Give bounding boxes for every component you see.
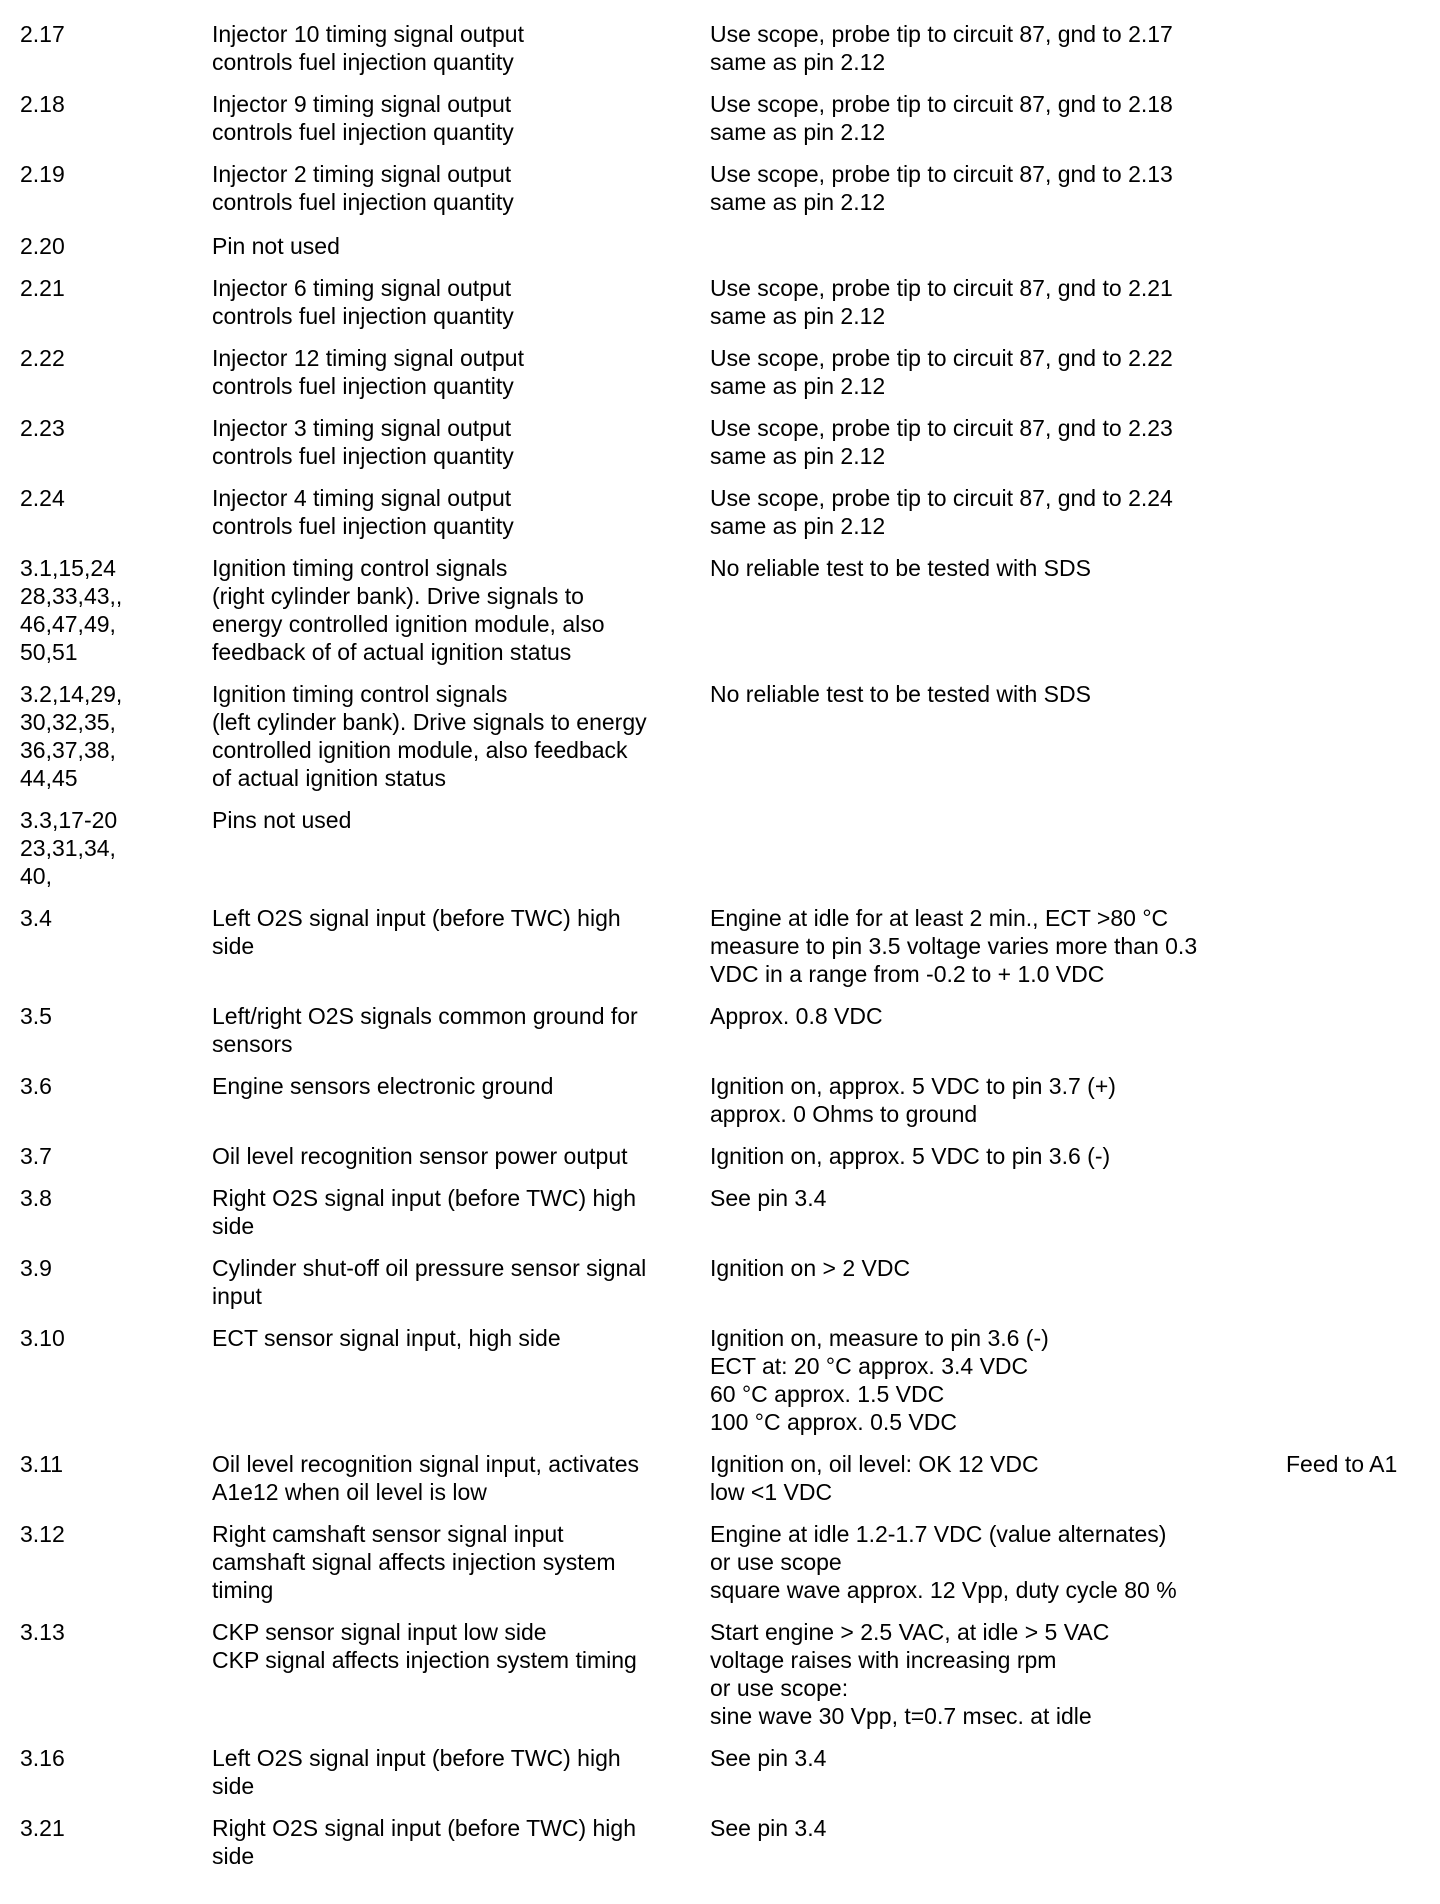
test-cell: Approx. 0.8 VDC	[710, 1003, 883, 1029]
test-cell: Ignition on, measure to pin 3.6 (-) ECT at: 20 °C approx. 3.4 VDC 60 °C approx. 1.5 VDC 100 °C approx. 0.5 VDC	[710, 1325, 1049, 1435]
pin-cell: 3.8	[20, 1185, 52, 1211]
function-cell: Pin not used	[212, 233, 340, 259]
test-cell: Ignition on, oil level: OK 12 VDC low <1 VDC	[710, 1451, 1039, 1505]
function-cell: Left O2S signal input (before TWC) high side	[212, 905, 621, 959]
pin-cell: 3.5	[20, 1003, 52, 1029]
pin-cell: 3.10	[20, 1325, 65, 1351]
function-cell: Right camshaft sensor signal input camshaft signal affects injection system timing	[212, 1521, 616, 1603]
test-cell: Use scope, probe tip to circuit 87, gnd to 2.18 same as pin 2.12	[710, 91, 1173, 145]
function-cell: Injector 10 timing signal output controls fuel injection quantity	[212, 21, 524, 75]
function-cell: Ignition timing control signals (left cylinder bank). Drive signals to energy controlled ignition module, also feedback of actual ignition status	[212, 681, 647, 791]
pin-cell: 3.3,17-20 23,31,34, 40,	[20, 807, 118, 889]
note-cell: Feed to A1	[1286, 1451, 1398, 1477]
test-cell: See pin 3.4	[710, 1185, 827, 1211]
pin-cell: 3.13	[20, 1619, 65, 1645]
function-cell: Injector 4 timing signal output controls fuel injection quantity	[212, 485, 514, 539]
function-cell: CKP sensor signal input low side CKP signal affects injection system timing	[212, 1619, 637, 1673]
pin-cell: 3.9	[20, 1255, 52, 1281]
pin-cell: 2.24	[20, 485, 65, 511]
pin-cell: 2.17	[20, 21, 65, 47]
pin-cell: 3.16	[20, 1745, 65, 1771]
function-cell: Injector 3 timing signal output controls fuel injection quantity	[212, 415, 514, 469]
test-cell: Use scope, probe tip to circuit 87, gnd to 2.23 same as pin 2.12	[710, 415, 1173, 469]
test-cell: No reliable test to be tested with SDS	[710, 555, 1091, 581]
function-cell: ECT sensor signal input, high side	[212, 1325, 561, 1351]
test-cell: Start engine > 2.5 VAC, at idle > 5 VAC voltage raises with increasing rpm or use scope: sine wave 30 Vpp, t=0.7 msec. at idle	[710, 1619, 1110, 1729]
function-cell: Oil level recognition signal input, activates A1e12 when oil level is low	[212, 1451, 640, 1505]
pin-cell: 3.2,14,29, 30,32,35, 36,37,38, 44,45	[20, 681, 123, 791]
pin-cell: 3.7	[20, 1143, 52, 1169]
pin-cell: 3.4	[20, 905, 52, 931]
test-cell: Use scope, probe tip to circuit 87, gnd to 2.13 same as pin 2.12	[710, 161, 1173, 215]
test-cell: Use scope, probe tip to circuit 87, gnd to 2.21 same as pin 2.12	[710, 275, 1173, 329]
function-cell: Ignition timing control signals (right cylinder bank). Drive signals to energy controlled ignition module, also feedback of of actual ignition status	[212, 555, 605, 665]
test-cell: Ignition on, approx. 5 VDC to pin 3.7 (+) approx. 0 Ohms to ground	[710, 1073, 1116, 1127]
test-cell: No reliable test to be tested with SDS	[710, 681, 1091, 707]
test-cell: Use scope, probe tip to circuit 87, gnd to 2.22 same as pin 2.12	[710, 345, 1173, 399]
pin-cell: 2.18	[20, 91, 65, 117]
function-cell: Cylinder shut-off oil pressure sensor signal input	[212, 1255, 647, 1309]
pin-cell: 3.6	[20, 1073, 52, 1099]
function-cell: Pins not used	[212, 807, 352, 833]
function-cell: Engine sensors electronic ground	[212, 1073, 554, 1099]
pin-cell: 2.23	[20, 415, 65, 441]
pin-cell: 3.1,15,24 28,33,43,, 46,47,49, 50,51	[20, 555, 123, 665]
pin-cell: 2.22	[20, 345, 65, 371]
function-cell: Left O2S signal input (before TWC) high side	[212, 1745, 621, 1799]
function-cell: Injector 9 timing signal output controls fuel injection quantity	[212, 91, 514, 145]
pin-cell: 3.12	[20, 1521, 65, 1547]
test-cell: Ignition on > 2 VDC	[710, 1255, 911, 1281]
pin-cell: 2.21	[20, 275, 65, 301]
function-cell: Injector 6 timing signal output controls fuel injection quantity	[212, 275, 514, 329]
function-cell: Right O2S signal input (before TWC) high side	[212, 1185, 636, 1239]
function-cell: Right O2S signal input (before TWC) high side	[212, 1815, 636, 1869]
test-cell: Engine at idle 1.2-1.7 VDC (value alternates) or use scope square wave approx. 12 Vpp, duty cycle 80 %	[710, 1521, 1177, 1603]
function-cell: Injector 2 timing signal output controls fuel injection quantity	[212, 161, 514, 215]
function-cell: Injector 12 timing signal output controls fuel injection quantity	[212, 345, 524, 399]
pin-cell: 2.20	[20, 233, 65, 259]
test-cell: Ignition on, approx. 5 VDC to pin 3.6 (-)	[710, 1143, 1111, 1169]
test-cell: See pin 3.4	[710, 1745, 827, 1771]
function-cell: Left/right O2S signals common ground for sensors	[212, 1003, 638, 1057]
test-cell: Use scope, probe tip to circuit 87, gnd to 2.24 same as pin 2.12	[710, 485, 1173, 539]
test-cell: Engine at idle for at least 2 min., ECT >80 °C measure to pin 3.5 voltage varies more than 0.3 VDC in a range from -0.2 to + 1.0 VDC	[710, 905, 1198, 987]
test-cell: Use scope, probe tip to circuit 87, gnd to 2.17 same as pin 2.12	[710, 21, 1173, 75]
test-cell: See pin 3.4	[710, 1815, 827, 1841]
pin-cell: 2.19	[20, 161, 65, 187]
pin-cell: 3.21	[20, 1815, 65, 1841]
pin-cell: 3.11	[20, 1451, 64, 1477]
function-cell: Oil level recognition sensor power output	[212, 1143, 628, 1169]
